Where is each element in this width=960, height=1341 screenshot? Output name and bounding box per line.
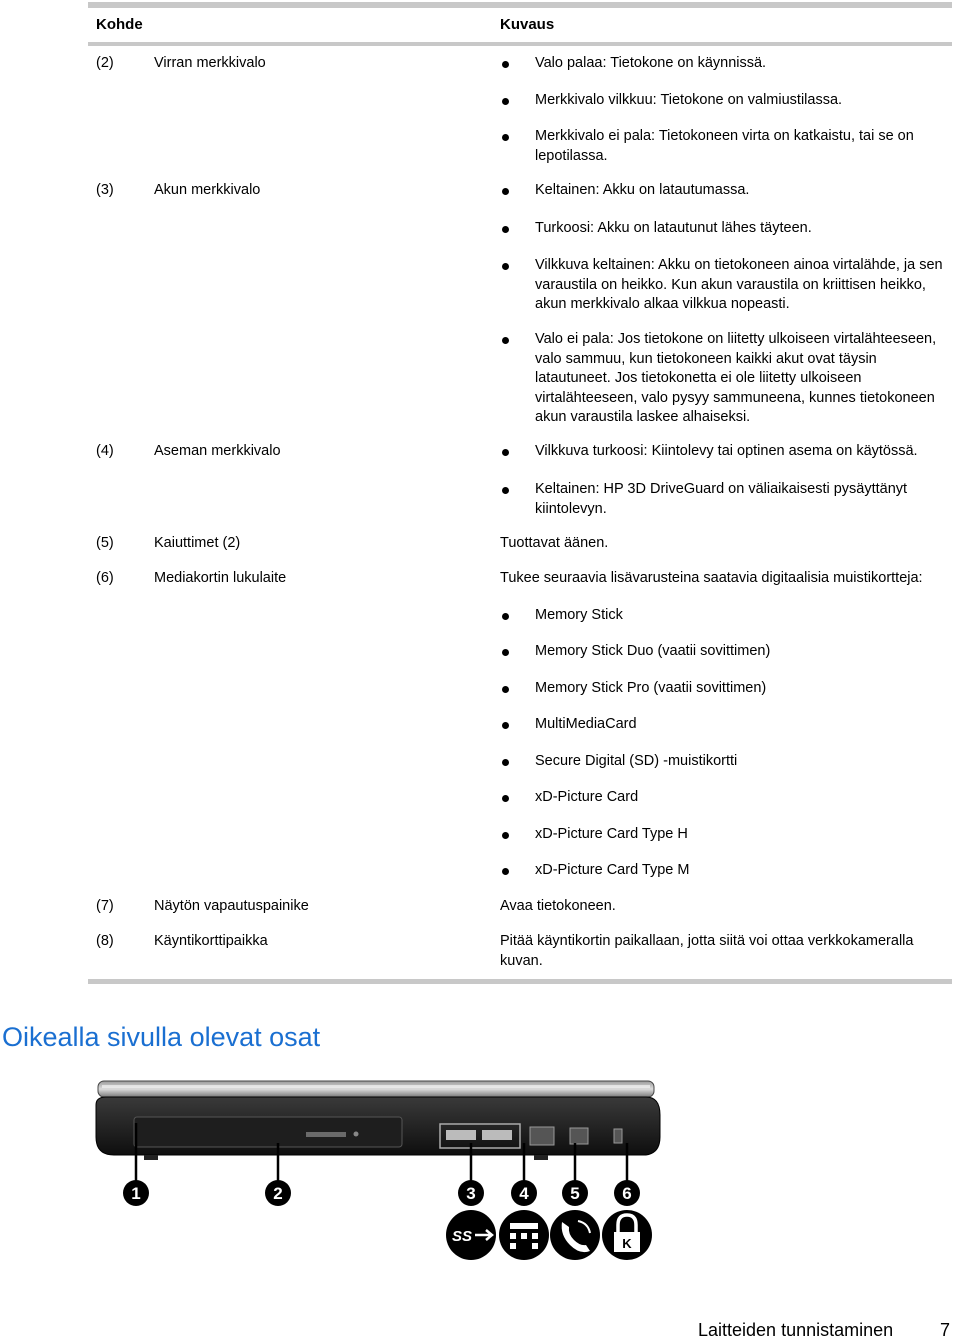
usb-superspeed-icon xyxy=(446,1210,496,1260)
list-item: Secure Digital (SD) -muistikortti xyxy=(535,753,738,769)
callout-3: 3 xyxy=(466,1184,476,1203)
list-item: xD-Picture Card xyxy=(535,789,639,805)
bullet-icon xyxy=(502,134,509,141)
bullet-icon xyxy=(502,61,509,68)
row-item: Kaiuttimet (2) xyxy=(154,535,241,551)
callout-5: 5 xyxy=(570,1184,580,1203)
list-item: Merkkivalo vilkkuu: Tietokone on valmiustilassa. xyxy=(535,92,843,108)
list-item: xD-Picture Card Type H xyxy=(535,826,688,842)
bullet-icon xyxy=(502,337,509,344)
network-jack-icon xyxy=(499,1210,549,1260)
row-item: Käyntikorttipaikka xyxy=(154,933,268,949)
list-item: MultiMediaCard xyxy=(535,716,637,732)
table-header-rule xyxy=(88,42,952,46)
security-lock-icon xyxy=(602,1210,652,1260)
bullet-icon xyxy=(502,832,509,839)
bullet-icon xyxy=(502,613,509,620)
row-item: Mediakortin lukulaite xyxy=(154,570,287,586)
modem-jack-icon xyxy=(550,1210,600,1260)
list-item: Memory Stick xyxy=(535,607,623,623)
callout-1: 1 xyxy=(131,1184,141,1203)
bullet-icon xyxy=(502,759,509,766)
svg-text:K: K xyxy=(622,1236,632,1251)
row-item: Näytön vapautuspainike xyxy=(154,898,309,914)
row-number: (6) xyxy=(96,570,114,586)
list-item: Vilkkuva turkoosi: Kiintolevy tai optinen asema on käytössä. xyxy=(535,443,918,459)
list-item: Turkoosi: Akku on latautunut lähes täyteen. xyxy=(535,220,812,236)
list-item: Valo palaa: Tietokone on käynnissä. xyxy=(535,55,767,71)
section-heading: Oikealla sivulla olevat osat xyxy=(2,1022,321,1052)
callout-4: 4 xyxy=(519,1184,529,1203)
row-item: Akun merkkivalo xyxy=(154,182,261,198)
bullet-icon xyxy=(502,263,509,270)
list-item: Memory Stick Pro (vaatii sovittimen) xyxy=(535,680,767,696)
row-description: Tukee seuraavia lisävarusteina saatavia digitaalisia muistikortteja: xyxy=(500,570,923,586)
row-number: (8) xyxy=(96,933,114,949)
row-number: (4) xyxy=(96,443,114,459)
footer-chapter-title: Laitteiden tunnistaminen xyxy=(698,1320,894,1340)
table-bottom-rule xyxy=(88,979,952,984)
column-header-item: Kohde xyxy=(96,16,143,33)
bullet-icon xyxy=(502,649,509,656)
list-item: Merkkivalo ei pala: Tietokoneen virta on katkaistu, tai se on lepotilassa. xyxy=(535,128,914,164)
footer-page-number: 7 xyxy=(940,1320,951,1340)
row-number: (3) xyxy=(96,182,114,198)
callout-2: 2 xyxy=(273,1184,283,1203)
bullet-icon xyxy=(502,98,509,105)
table-top-rule xyxy=(88,2,952,8)
bullet-icon xyxy=(502,188,509,195)
row-number: (7) xyxy=(96,898,114,914)
callout-6: 6 xyxy=(622,1184,632,1203)
list-item: xD-Picture Card Type M xyxy=(535,862,690,878)
bullet-icon xyxy=(502,686,509,693)
row-description: Tuottavat äänen. xyxy=(500,535,609,551)
list-item: Keltainen: Akku on latautumassa. xyxy=(535,182,750,198)
bullet-icon xyxy=(502,722,509,729)
list-item: Keltainen: HP 3D DriveGuard on väliaikaisesti pysäyttänyt kiintolevyn. xyxy=(535,481,908,517)
list-item: Vilkkuva keltainen: Akku on tietokoneen ainoa virtalähde, ja sen varaustila on heikko. Kun akun varaustila on kriittisen heikko, akun merkkivalo alkaa vilkkua nopeasti. xyxy=(535,257,943,312)
bullet-icon xyxy=(502,868,509,875)
column-header-description: Kuvaus xyxy=(500,16,555,33)
bullet-icon xyxy=(502,795,509,802)
bullet-icon xyxy=(502,449,509,456)
row-number: (5) xyxy=(96,535,114,551)
bullet-icon xyxy=(502,487,509,494)
row-number: (2) xyxy=(96,55,114,71)
row-item: Aseman merkkivalo xyxy=(154,443,281,459)
row-description: Avaa tietokoneen. xyxy=(500,898,616,914)
list-item: Memory Stick Duo (vaatii sovittimen) xyxy=(535,643,771,659)
bullet-icon xyxy=(502,226,509,233)
row-description: Pitää käyntikortin paikallaan, jotta siitä voi ottaa verkkokameralla kuvan. xyxy=(500,933,914,969)
list-item: Valo ei pala: Jos tietokone on liitetty ulkoiseen virtalähteeseen, valo sammuu, kun tietokoneen kaikki akut ovat täysin latautuneet. Jos tietokonetta ei ole liitetty ulkoiseen virtalähteeseen, valo pysyy sammuneena, kunnes tietokoneen akun varaustila laskee alhaiseksi. xyxy=(535,331,937,425)
laptop-right-side-illustration xyxy=(94,1075,666,1265)
row-item: Virran merkkivalo xyxy=(154,55,266,71)
svg-text:SS: SS xyxy=(451,1228,473,1245)
callout-markers xyxy=(123,1180,640,1206)
